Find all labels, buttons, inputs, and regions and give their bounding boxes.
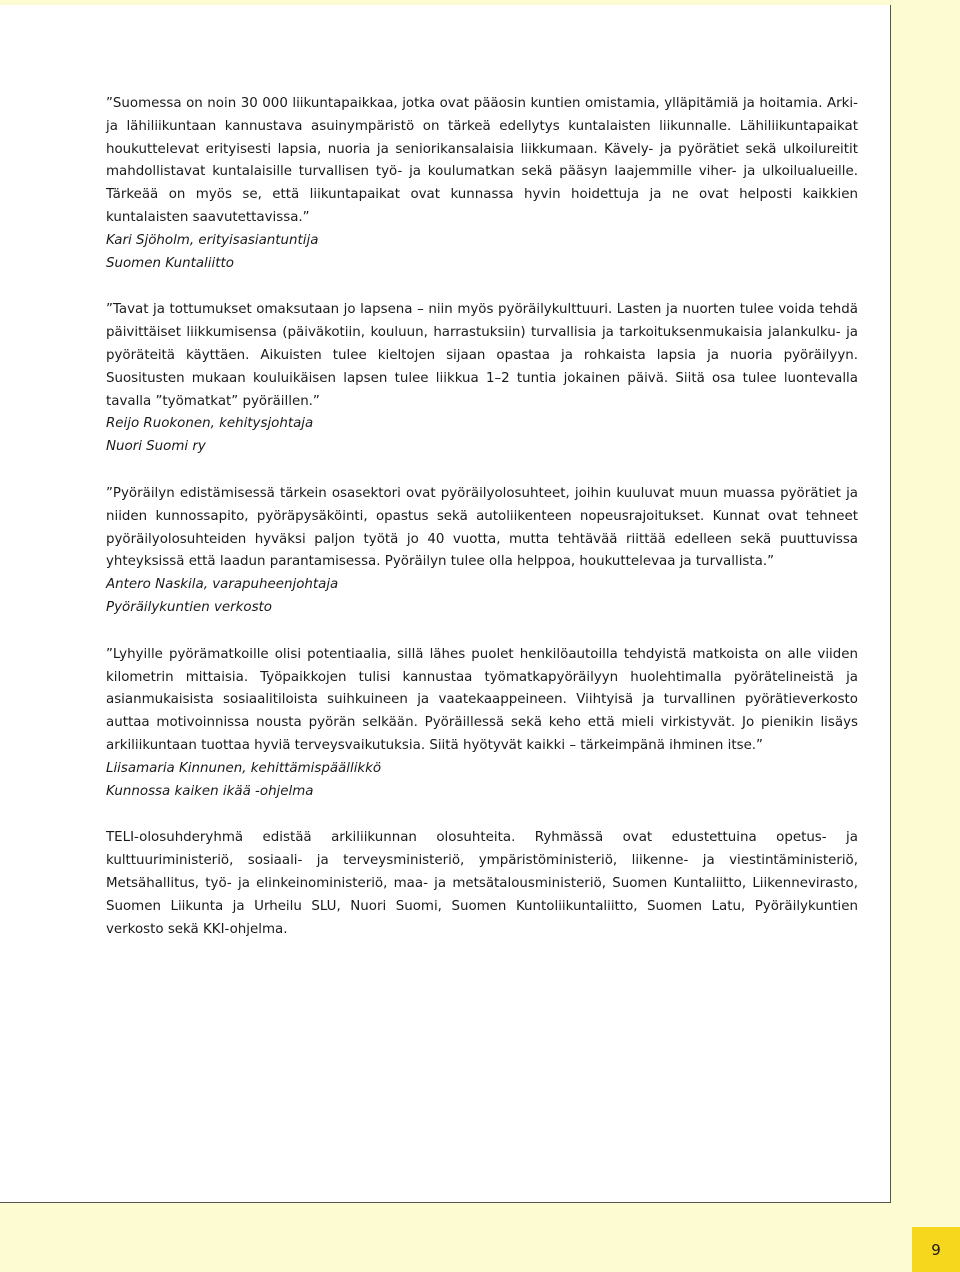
- quote-organization: Kunnossa kaiken ikää -ohjelma: [106, 783, 314, 799]
- quote-organization: Nuori Suomi ry: [106, 439, 206, 455]
- page-content: [106, 93, 858, 941]
- quote-text: ”Suomessa on noin 30 000 liikuntapaikkaa, jotka ovat pääosin kuntien omistamia, ylläpitämiä ja hoitamia. Arki- ja lähiliikuntaan kannustava asuinympäristö on tärkeä edellytys kuntalaisten liikunnalle. Lähiliikuntapaikat houkuttelevat erityisesti lapsia, nuoria ja seniorikansalaisia liikkumaan. Kävely- ja pyörätiet sekä ulkoilureitit mahdollistavat kuntalaisille turvallisen työ- ja koulumatkan sekä pääsyn laajemmille viher- ja ulkoilualueille. Tärkeää on myös se, että liikuntapaikat ovat kunnassa hyvin hoidettuja ja ne ovat helposti kaikkien kuntalaisten saavutettavissa.”: [106, 96, 858, 225]
- document-page: [0, 5, 891, 1203]
- quote-text: ”Pyöräilyn edistämisessä tärkein osasektori ovat pyöräilyolosuhteet, joihin kuuluvat muun muassa pyörätiet ja niiden kunnossapito, pyöräpysäköinti, opastus sekä autoliikenteen nopeusrajoitukset. Kunnat ovat tehneet pyöräilyolosuhteiden hyväksi paljon työtä jo 40 vuotta, mutta tehtävää riittää edelleen sekä puuttuvissa yhteyksissä että laadun parantamisessa. Pyöräilyn tulee olla helppoa, houkuttelevaa ja turvallista.”: [106, 485, 858, 570]
- closing-paragraph: TELI-olosuhderyhmä edistää arkiliikunnan olosuhteita. Ryhmässä ovat edustettuina opetus- ja kulttuuriministeriö, sosiaali- ja terveysministeriö, ympäristöministeriö, liikenne- ja viestintäministeriö, Metsähallitus, työ- ja elinkeinoministeriö, maa- ja metsätalousministeriö, Suomen Kuntaliitto, Liikennevirasto, Suomen Liikunta ja Urheilu SLU, Nuori Suomi, Suomen Kuntoliikuntaliitto, Suomen Latu, Pyöräilykuntien verkosto sekä KKI-ohjelma.: [106, 830, 858, 937]
- quote-organization: Pyöräilykuntien verkosto: [106, 599, 272, 615]
- quote-author: Kari Sjöholm, erityisasiantuntija: [106, 232, 319, 248]
- page-number: 9: [931, 1240, 941, 1259]
- quote-organization: Suomen Kuntaliitto: [106, 255, 234, 271]
- quote-text: ”Lyhyille pyörämatkoille olisi potentiaalia, sillä lähes puolet henkilöautoilla tehdyistä matkoista on alle viiden kilometrin mittaisia. Työpaikkojen tulisi kannustaa työmatkapyöräilyyn huolehtimalla pyörätelineistä ja asianmukaisista sosiaalitiloista suihkuineen ja vaatekaappeineen. Viihtyisä ja turvallinen pyörätieverkosto auttaa motivoinnissa nousta pyörän selkään. Pyöräillessä sekä keho että mieli virkistyvät. Jo pienikin lisäys arkiliikuntaan tuottaa hyviä terveysvaikutuksia. Siitä hyötyvät kaikki – tärkeimpänä ihminen itse.”: [106, 646, 858, 753]
- quote-author: Liisamaria Kinnunen, kehittämispäällikkö: [106, 760, 382, 776]
- quote-block: [106, 644, 858, 804]
- quote-block: [106, 93, 858, 275]
- quote-author: Reijo Ruokonen, kehitysjohtaja: [106, 416, 314, 432]
- quote-author: Antero Naskila, varapuheenjohtaja: [106, 577, 339, 593]
- quote-block: [106, 483, 858, 620]
- quote-text: ”Tavat ja tottumukset omaksutaan jo lapsena – niin myös pyöräilykulttuuri. Lasten ja nuorten tulee voida tehdä päivittäiset liikkumisensa (päiväkotiin, kouluun, harrastuksiin) turvallisia ja tarkoituksenmukaisia jalankulku- ja pyöräteitä käyttäen. Aikuisten tulee kieltojen sijaan opastaa ja rohkaista lapsia ja nuoria pyöräilyyn. Suositusten mukaan kouluikäisen lapsen tulee liikkua 1–2 tuntia jokainen päivä. Siitä osa tulee luontevalla tavalla ”työmatkat” pyöräillen.”: [106, 302, 858, 409]
- page-number-badge: [912, 1227, 960, 1272]
- quote-block: [106, 299, 858, 459]
- closing-block: [106, 827, 858, 941]
